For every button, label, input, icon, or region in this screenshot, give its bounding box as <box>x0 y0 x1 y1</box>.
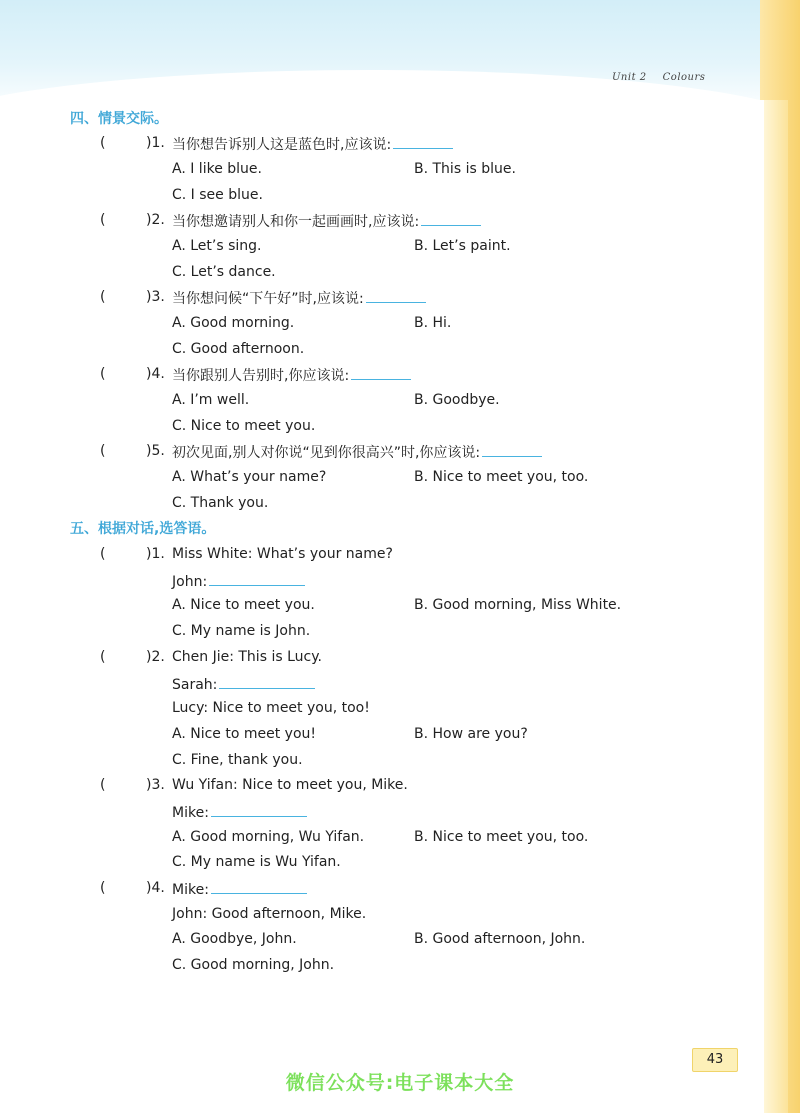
answer-paren[interactable]: ( <box>100 777 106 793</box>
answer-blank[interactable] <box>421 210 481 226</box>
running-head <box>612 72 705 83</box>
dialogue-line: Wu Yifan: Nice to meet you, Mike. <box>172 777 408 793</box>
dialogue-line-answer <box>172 673 315 695</box>
answer-blank[interactable] <box>482 441 542 457</box>
option-c[interactable]: C. Good afternoon. <box>172 341 305 357</box>
option-a[interactable]: A. What’s your name? <box>172 469 327 485</box>
question-number: )2. <box>146 649 165 665</box>
option-a[interactable]: A. Good morning, Wu Yifan. <box>172 829 365 845</box>
option-c[interactable]: C. I see blue. <box>172 187 263 203</box>
option-a[interactable]: A. I like blue. <box>172 161 262 177</box>
answer-blank[interactable] <box>351 364 411 380</box>
option-c[interactable]: C. My name is Wu Yifan. <box>172 854 341 870</box>
dialogue-line: Chen Jie: This is Lucy. <box>172 649 322 665</box>
question-number: )4. <box>146 366 165 382</box>
answer-paren[interactable]: ( <box>100 443 106 459</box>
option-c[interactable]: C. Nice to meet you. <box>172 418 316 434</box>
option-b[interactable]: B. Good afternoon, John. <box>414 931 586 947</box>
answer-paren[interactable]: ( <box>100 135 106 151</box>
question-number: )5. <box>146 443 165 459</box>
option-b[interactable]: B. Hi. <box>414 315 452 331</box>
answer-paren[interactable]: ( <box>100 880 106 896</box>
answer-paren[interactable]: ( <box>100 212 106 228</box>
speaker-label: Mike: <box>172 805 209 821</box>
question-text: 当你想告诉别人这是蓝色时,应该说: <box>172 137 392 153</box>
answer-blank[interactable] <box>393 133 453 149</box>
option-b[interactable]: B. Good morning, Miss White. <box>414 597 622 613</box>
option-a[interactable]: A. Nice to meet you. <box>172 597 315 613</box>
watermark-text: 微信公众号:电子课本大全 <box>285 1072 515 1094</box>
question-number: )1. <box>146 135 165 151</box>
page-sheet <box>0 100 768 1113</box>
question-text: 当你想邀请别人和你一起画画时,应该说: <box>172 214 420 230</box>
answer-paren[interactable]: ( <box>100 289 106 305</box>
option-b[interactable]: B. This is blue. <box>414 161 516 177</box>
option-b[interactable]: B. Nice to meet you, too. <box>414 469 589 485</box>
question-text: 初次见面,别人对你说“见到你很高兴”时,你应该说: <box>172 445 481 461</box>
option-c[interactable]: C. Good morning, John. <box>172 957 335 973</box>
option-c[interactable]: C. Thank you. <box>172 495 269 511</box>
dialogue-line-answer <box>172 801 307 823</box>
question-text: 当你想问候“下午好”时,应该说: <box>172 291 364 307</box>
option-b[interactable]: B. Let’s paint. <box>414 238 511 254</box>
option-c[interactable]: C. My name is John. <box>172 623 311 639</box>
speaker-label: Sarah: <box>172 677 218 693</box>
answer-paren[interactable]: ( <box>100 366 106 382</box>
answer-blank[interactable] <box>366 287 426 303</box>
dialogue-line: John: Good afternoon, Mike. <box>172 906 367 922</box>
question-number: )3. <box>146 289 165 305</box>
option-c[interactable]: C. Fine, thank you. <box>172 752 303 768</box>
option-a[interactable]: A. Nice to meet you! <box>172 726 316 742</box>
answer-paren[interactable]: ( <box>100 546 106 562</box>
option-a[interactable]: A. Good morning. <box>172 315 295 331</box>
question-number: )4. <box>146 880 165 896</box>
question-number: )2. <box>146 212 165 228</box>
question-number: )1. <box>146 546 165 562</box>
speaker-label: Mike: <box>172 882 209 898</box>
question-text: 当你跟别人告别时,你应该说: <box>172 368 350 384</box>
option-b[interactable]: B. Nice to meet you, too. <box>414 829 589 845</box>
page-number: 43 <box>692 1048 738 1072</box>
option-c[interactable]: C. Let’s dance. <box>172 264 276 280</box>
section-4-title: 四、情景交际。 <box>70 111 168 127</box>
option-b[interactable]: B. Goodbye. <box>414 392 500 408</box>
page-curl-edge <box>764 100 788 1113</box>
answer-blank[interactable] <box>211 878 307 894</box>
running-head-unit: Unit 2 <box>612 72 647 83</box>
dialogue-line-answer <box>172 570 305 592</box>
answer-blank[interactable] <box>219 673 315 689</box>
question-number: )3. <box>146 777 165 793</box>
option-a[interactable]: A. I’m well. <box>172 392 250 408</box>
dialogue-line: Lucy: Nice to meet you, too! <box>172 700 370 716</box>
dialogue-line: Miss White: What’s your name? <box>172 546 393 562</box>
answer-paren[interactable]: ( <box>100 649 106 665</box>
answer-blank[interactable] <box>211 801 307 817</box>
answer-blank[interactable] <box>209 570 305 586</box>
running-head-topic: Colours <box>662 72 706 83</box>
option-a[interactable]: A. Goodbye, John. <box>172 931 297 947</box>
speaker-label: John: <box>172 574 208 590</box>
option-b[interactable]: B. How are you? <box>414 726 528 742</box>
section-5-title: 五、根据对话,选答语。 <box>70 521 216 537</box>
option-a[interactable]: A. Let’s sing. <box>172 238 262 254</box>
